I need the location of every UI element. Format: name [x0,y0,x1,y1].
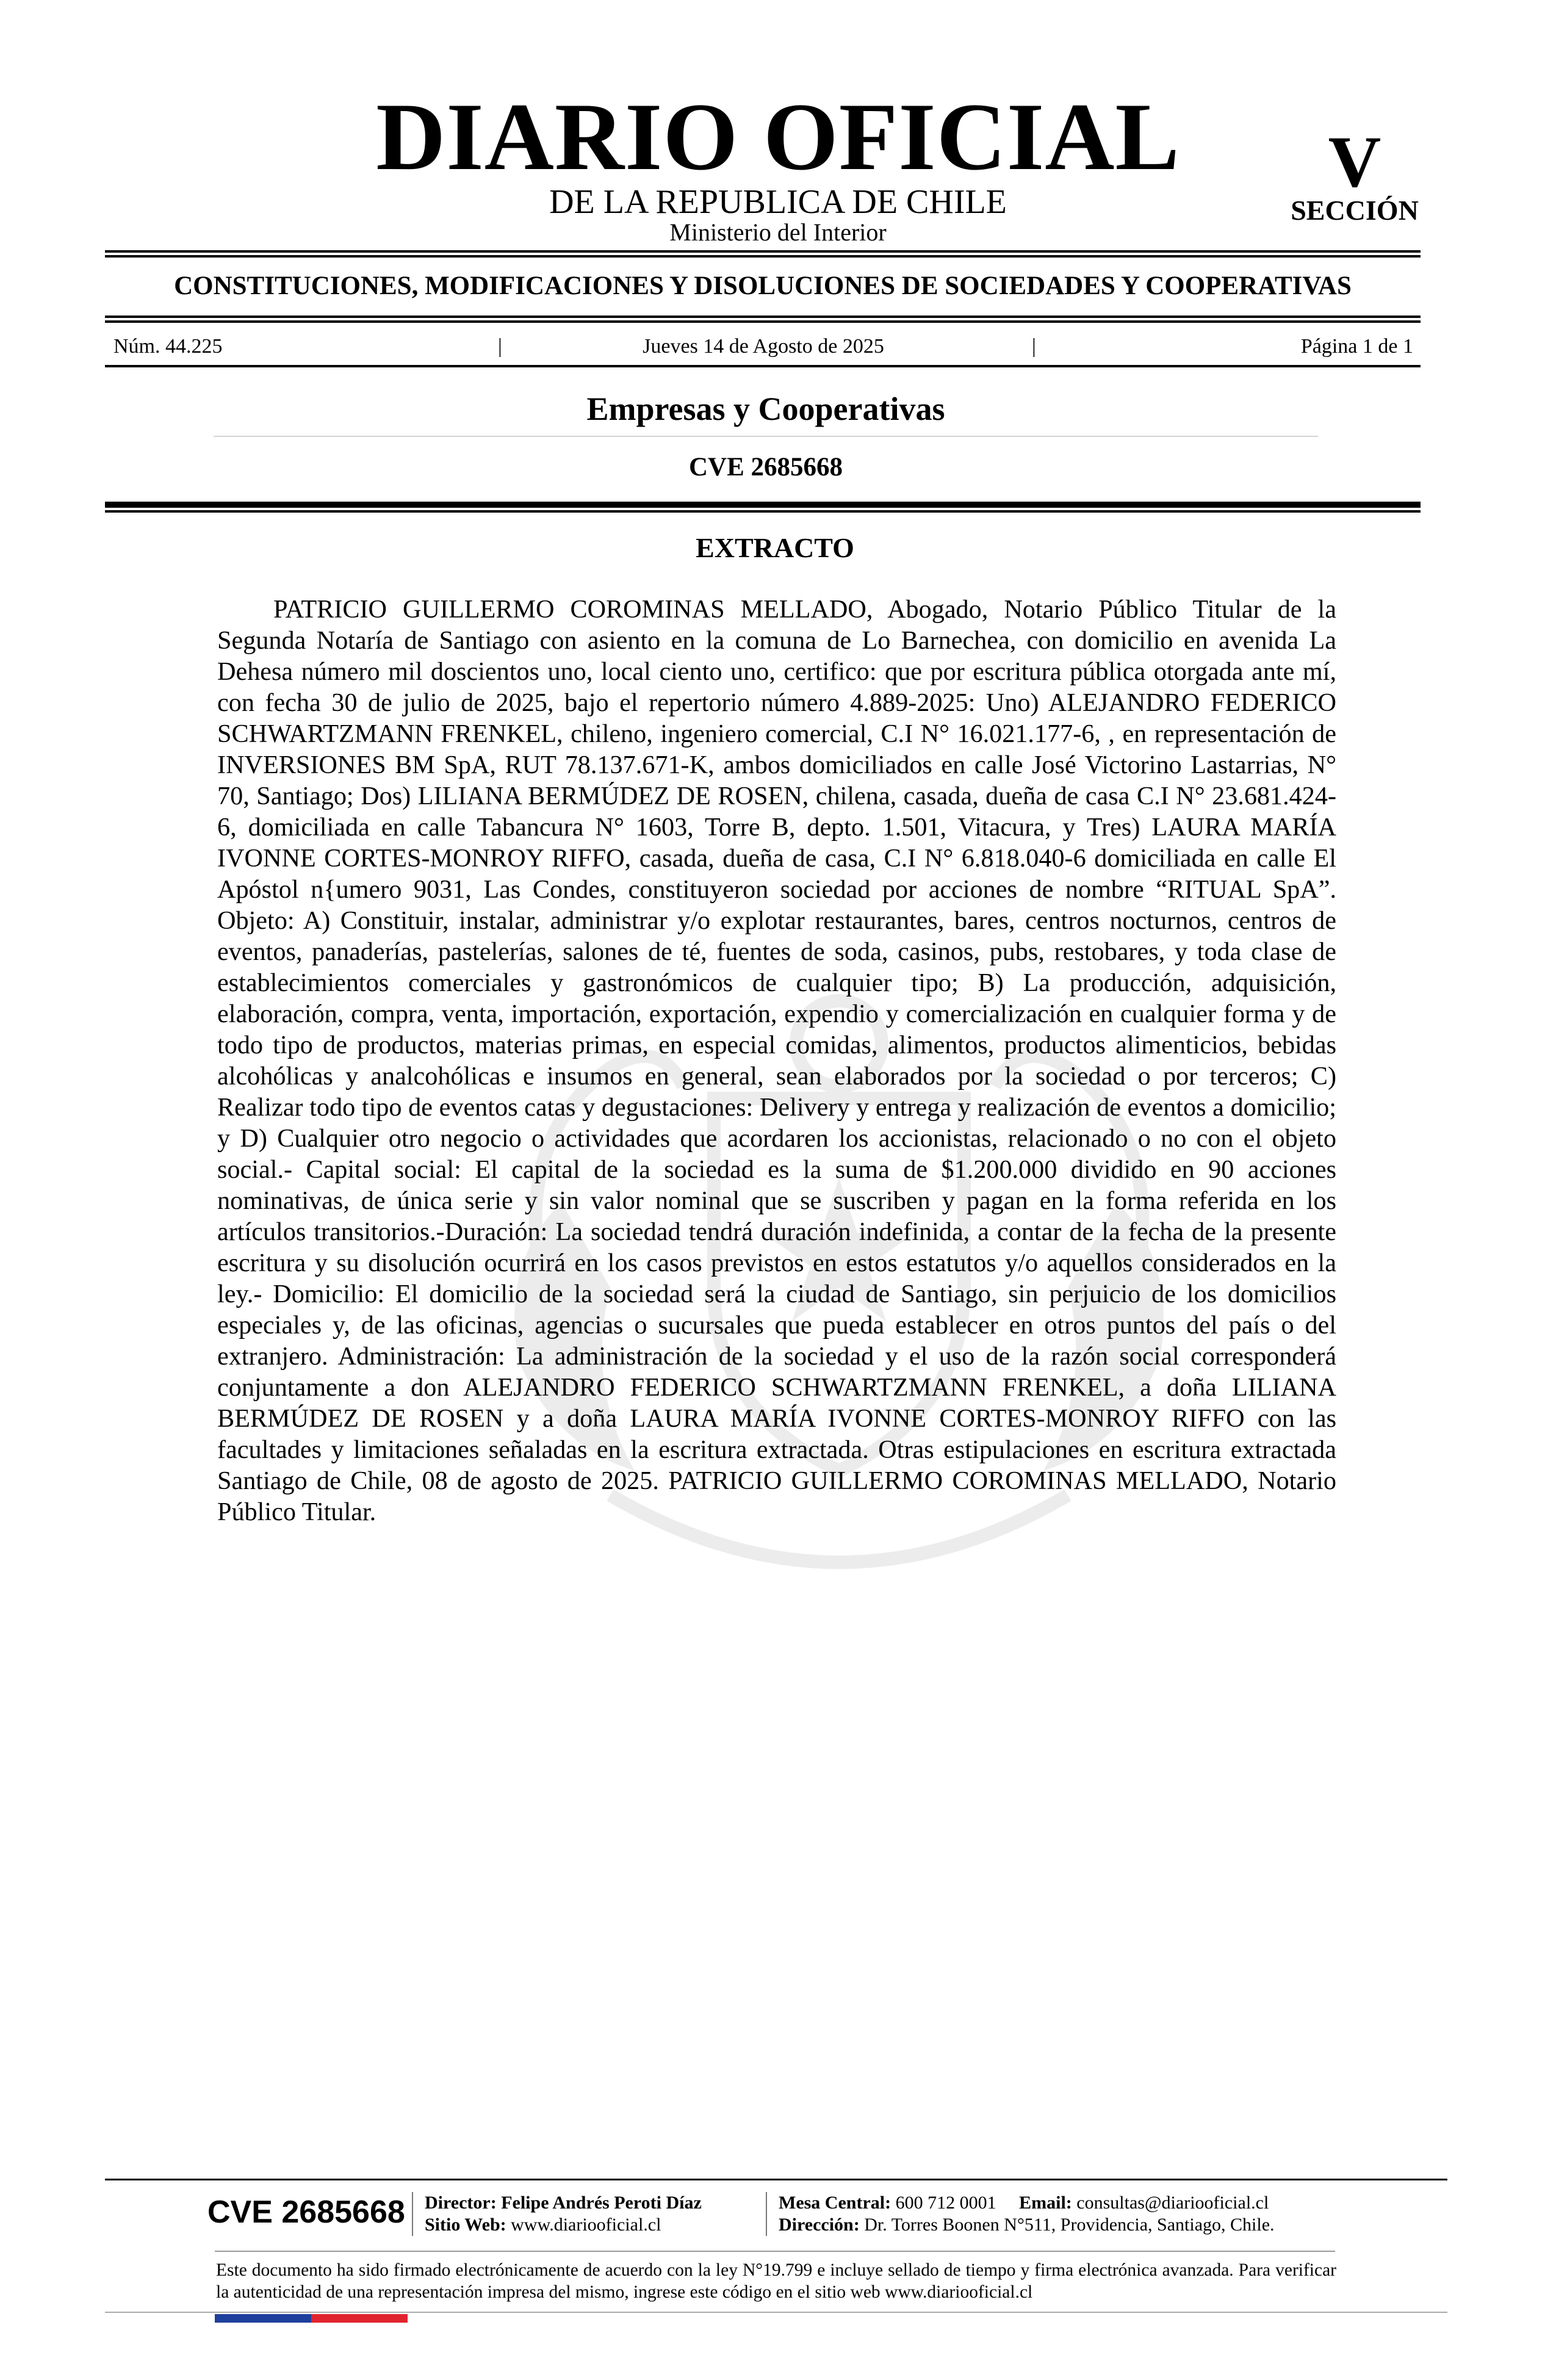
document-body: PATRICIO GUILLERMO COROMINAS MELLADO, Abogado, Notario Público Titular de la Segunda Notaría de Santiago con asiento en la comuna de Lo Barnechea, con domicilio en avenida La Dehesa número mil doscientos uno, local ciento uno, certifico: que por escritura pública otorgada ante mí, con fecha 30 de julio de 2025, bajo el repertorio número 4.889-2025: Uno) ALEJANDRO FEDERICO SCHWARTZMANN FRENKEL, chileno, ingeniero comercial, C.I N° 16.021.177-6, , en representación de INVERSIONES BM SpA, RUT 78.137.671-K, ambos domiciliados en calle José Victorino Lastarrias, N° 70, Santiago; Dos) LILIANA BERMÚDEZ DE ROSEN, chilena, casada, dueña de casa C.I N° 23.681.424-6, domiciliada en calle Tabancura N° 1603, Torre B, depto. 1.501, Vitacura, y Tres) LAURA MARÍA IVONNE CORTES-MONROY RIFFO, casada, dueña de casa, C.I N° 6.818.040-6 domiciliada en calle El Apóstol n{umero 9031, Las Condes, constituyeron sociedad por acciones de nombre “RITUAL SpA”. Objeto: A) Constituir, instalar, administrar y/o explotar restaurantes, bares, centros nocturnos, centros de eventos, panaderías, pastelerías, salones de té, fuentes de soda, casinos, pubs, restobares, y toda clase de establecimientos comerciales y gastronómicos de cualquier tipo; B) La producción, adquisición, elaboración, compra, venta, importación, exportación, expendio y comercialización en cualquier forma y de todo tipo de productos, materias primas, en especial comidas, alimentos, productos alimenticios, bebidas alcohólicas y analcohólicas e insumos en general, sean elaborados por la sociedad o por terceros; C) Realizar todo tipo de eventos catas y degustaciones: Delivery y entrega y realización de eventos a domicilio; y D) Cualquier otro negocio o actividades que acordaren los accionistas, relacionado o no con el objeto social.- Capital social: El capital de la sociedad es la suma de $1.200.000 dividido en 90 acciones nominativas, de única serie y sin valor nominal que se suscriben y pagan en la forma referida en los artículos transitorios.-Duración: La sociedad tendrá duración indefinida, a contar de la fecha de la presente escritura y su disolución ocurrirá en los casos previstos en estos estatutos y/o aquellos considerados en la ley.- Domicilio: El domicilio de la sociedad será la ciudad de Santiago, sin perjuicio de los domicilios especiales y, de las oficinas, agencias o sucursales que pueda establecer en otros puntos del país o del extranjero. Administración: La administración de la sociedad y el uso de la razón social corresponderá conjuntamente a don ALEJANDRO FEDERICO SCHWARTZMANN FRENKEL, a doña LILIANA BERMÚDEZ DE ROSEN y a doña LAURA MARÍA IVONNE CORTES-MONROY RIFFO con las facultades y limitaciones señaladas en la escritura extractada. Otras estipulaciones en escritura extractada Santiago de Chile, 08 de agosto de 2025. PATRICIO GUILLERMO COROMINAS MELLADO, Notario Público Titular. [217,595,1336,1526]
flag-stripe-red [311,2314,408,2323]
cve-code: CVE 2685668 [688,453,843,481]
meta-separator: | [1032,335,1036,358]
section-word: SECCIÓN [1291,195,1419,226]
email-label: Email: [1019,2193,1072,2213]
issue-number: Núm. 44.225 [113,335,223,358]
category-rule-double [105,320,1421,323]
footer-address [779,2214,1275,2236]
website-label: Sitio Web: [425,2215,506,2235]
footer-director [425,2192,702,2214]
section-title-rule [214,436,1318,437]
section-title: Empresas y Cooperativas [586,391,945,427]
ministry-label: Ministerio del Interior [669,218,887,246]
header-rule-top [105,250,1421,253]
document-rule [105,502,1421,508]
address-label: Dirección: [779,2215,860,2235]
section-letter: V [1328,121,1381,202]
flag-stripe-blue [215,2314,311,2323]
meta-separator: | [498,335,502,358]
footer-note-rule [215,2251,1335,2252]
issue-meta-row [113,334,1413,359]
address-value: Dr. Torres Boonen N°511, Providencia, Santiago, Chile. [864,2215,1275,2235]
newspaper-subtitle: DE LA REPUBLICA DE CHILE [549,183,1007,221]
document-title: EXTRACTO [696,532,854,563]
footer-cve-code: CVE 2685668 [207,2194,405,2230]
footer-contact [779,2192,1269,2214]
meta-rule [105,365,1421,367]
phone-value: 600 712 0001 [895,2193,996,2213]
newspaper-title: DIARIO OFICIAL [376,84,1180,190]
website-link[interactable]: www.diariooficial.cl [511,2215,661,2235]
footer-divider [766,2192,767,2236]
footer-rule [105,2179,1447,2180]
document-rule-thin [105,510,1421,513]
director-label: Director: [425,2193,497,2213]
header-rule-top-double [105,255,1421,258]
footer-website [425,2214,661,2236]
email-link[interactable]: consultas@diariooficial.cl [1076,2193,1269,2213]
category-title: CONSTITUCIONES, MODIFICACIONES Y DISOLUCIONES DE SOCIEDADES Y COOPERATIVAS [174,272,1352,300]
issue-date: Jueves 14 de Agosto de 2025 [643,335,884,358]
section-indicator [1281,121,1428,226]
director-value: Felipe Andrés Peroti Díaz [501,2193,702,2213]
signature-note: Este documento ha sido firmado electrónicamente de acuerdo con la ley N°19.799 e incluye sellado de tiempo y firma electrónica avanzada. Para verificar la autenticidad de una representación impresa del mismo, ingrese este código en el sitio web www.diariooficial.cl [216,2260,1336,2302]
phone-label: Mesa Central: [779,2193,891,2213]
category-rule [105,316,1421,318]
page-count: Página 1 de 1 [1300,335,1413,358]
footer-divider [412,2192,413,2236]
footer-bottom-rule [105,2312,1447,2313]
